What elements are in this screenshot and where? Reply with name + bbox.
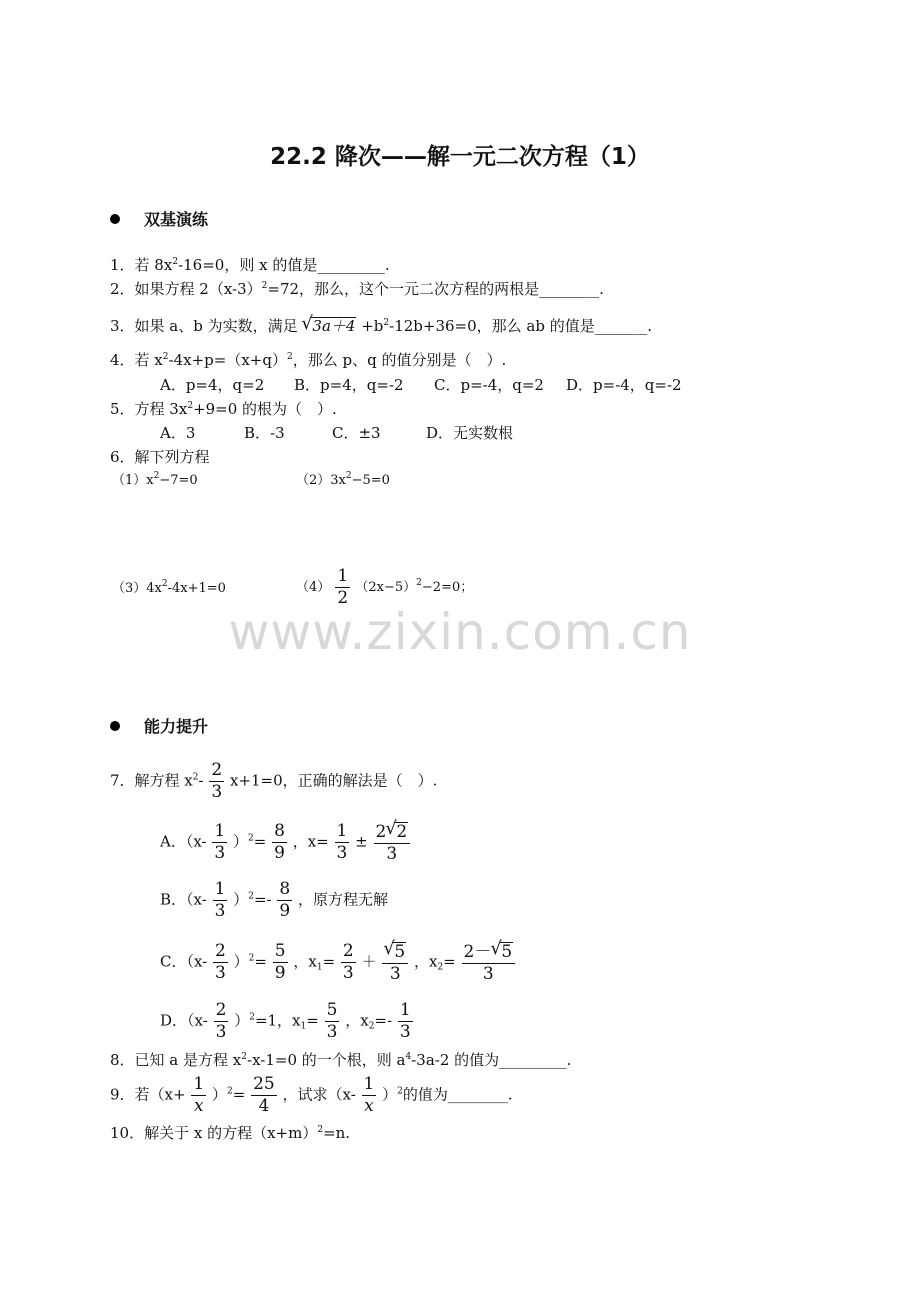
question-4-option-c: C．p=-4，q=2 bbox=[434, 376, 544, 394]
question-8: 8．已知 a 是方程 $x^2-x-1=0$ 的一个根，则 $a^4-3a-2$ 的值为_________. bbox=[110, 1051, 572, 1069]
question-4-option-d: D．p=-4，q=-2 bbox=[566, 376, 682, 394]
question-7-option-c: C．（x- $\frac{2}{3}$ ）$^2$= $\frac{5}{9}$ ，$x_1=$ $\frac{2}{3}$ ＋ √ 5 3 ，$x_2=$ 2－ √ 5 3 bbox=[160, 942, 516, 983]
question-6-part-1: $(1)x^2-7=0$ bbox=[112, 471, 198, 488]
question-6-part-4: （4） $\frac{1}{2}$ $(2x-5)^2-2=0$； bbox=[296, 566, 474, 608]
question-7-option-a: A．（x- $\frac{1}{3}$ ）$^2$= $\frac{8}{9}$ ，x= $\frac{1}{3}$ ± 2 √ 2 3 bbox=[160, 822, 411, 863]
question-1: 1．若 $8x^2-16=0$，则 x 的值是_________. bbox=[110, 256, 390, 274]
question-7-option-d: D．（x- $\frac{2}{3}$ ）$^2$=1，$x_1=$ $\frac{5}{3}$ ，$x_2=-$ $\frac{1}{3}$ bbox=[160, 1000, 411, 1042]
page-title: 22.2 降次——解一元二次方程（1） bbox=[270, 144, 650, 170]
section-label: 双基演练 bbox=[144, 210, 209, 229]
fraction: $\frac{1}{2}$ bbox=[337, 566, 349, 608]
question-2: 2．如果方程 $2(x-3)^2=72$，那么，这个一元二次方程的两根是________. bbox=[110, 280, 604, 298]
question-4: 4．若 $x^2-4x+p=(x+q)^2$，那么 p、q 的值分别是（ ）. bbox=[110, 351, 507, 369]
question-6: 6．解下列方程 bbox=[110, 448, 210, 466]
question-10: 10．解关于 x 的方程$(x+m)^2=n$. bbox=[110, 1124, 351, 1142]
question-6-part-2: $(2)3x^2-5=0$ bbox=[296, 471, 390, 488]
section-heading-ability bbox=[110, 719, 208, 735]
question-6-part-3: $(3)4x^2-4x+1=0$ bbox=[112, 579, 226, 596]
section-heading-basic bbox=[110, 212, 208, 228]
question-3: 3．如果 a、b 为实数，满足 √ $3a+4 +b^2-12b+36=0$，那么 ab 的值是_______. bbox=[110, 313, 653, 335]
question-7-option-b: B．（x- $\frac{1}{3}$ ）$^2$=- $\frac{8}{9}$ ，原方程无解 bbox=[160, 879, 388, 921]
question-7: 7．解方程 $x^2-$ $\frac{2}{3}$ x+1=0，正确的解法是（ ）. bbox=[110, 760, 438, 802]
bullet-icon bbox=[110, 721, 120, 731]
bullet-icon bbox=[110, 214, 120, 224]
question-9: 9．若（x+ $\frac{1}{x}$ ）$^2$= $\frac{25}{4}$ ，试求（x- $\frac{1}{x}$ ）$^2$的值为________. bbox=[110, 1074, 513, 1116]
sqrt-expression: √ 3a＋4 bbox=[301, 313, 356, 335]
question-5-option-a: A．3 bbox=[160, 424, 196, 442]
question-5: 5．方程 $3x^2+9=0$ 的根为（ ）. bbox=[110, 400, 337, 418]
question-5-option-c: C．±3 bbox=[332, 424, 381, 442]
question-4-option-b: B．p=4，q=-2 bbox=[294, 376, 404, 394]
section-label: 能力提升 bbox=[144, 717, 209, 736]
watermark: www.zixin.com.cn bbox=[228, 603, 692, 661]
fraction: $\frac{2}{3}$ bbox=[211, 760, 223, 802]
question-5-option-b: B．-3 bbox=[244, 424, 285, 442]
question-4-option-a: A．p=4，q=2 bbox=[160, 376, 265, 394]
question-5-option-d: D．无实数根 bbox=[426, 424, 514, 442]
